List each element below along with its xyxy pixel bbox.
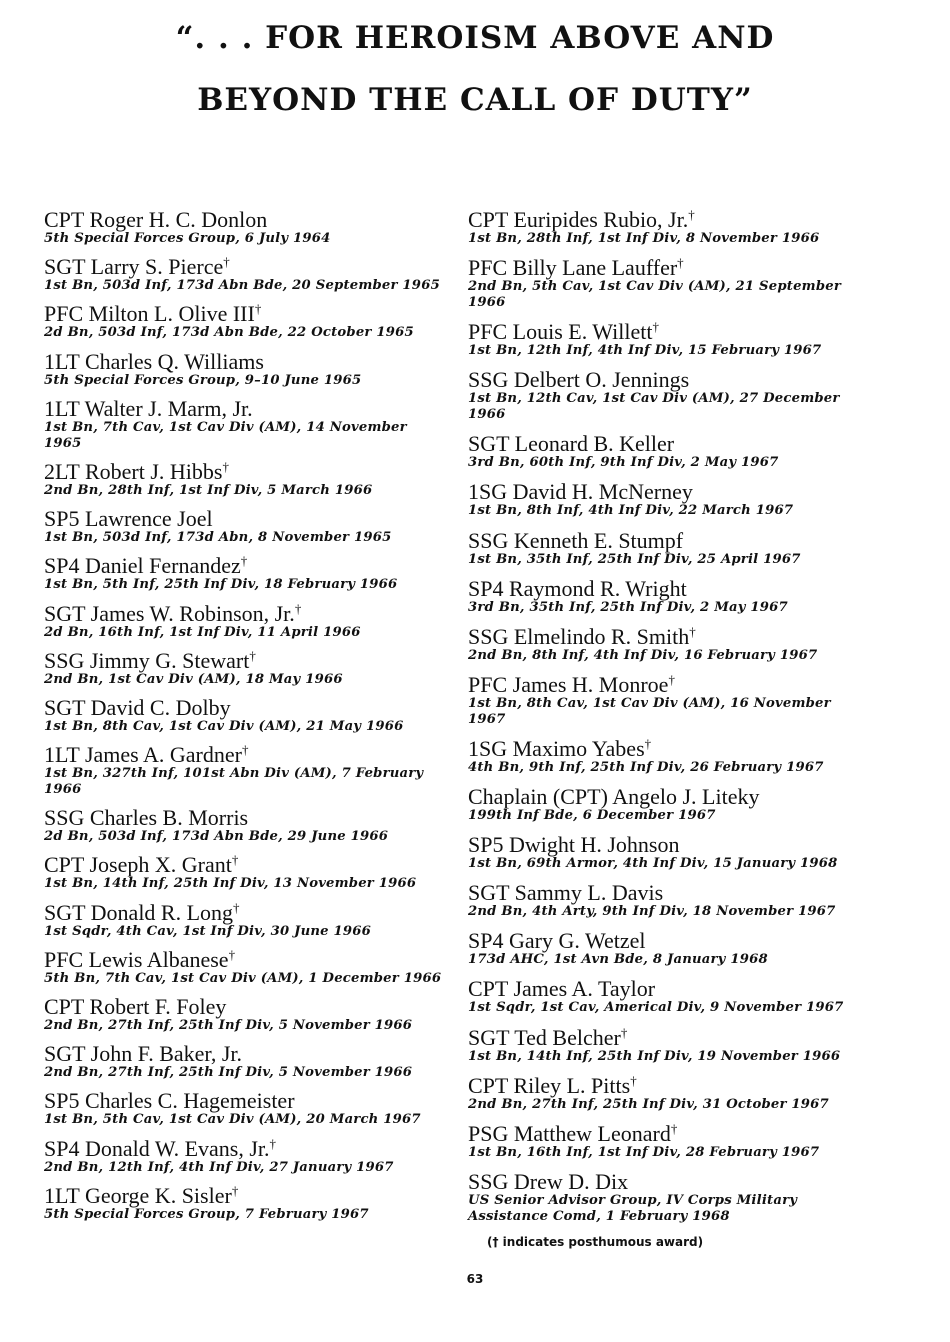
honoree-unit-date: 3rd Bn, 35th Inf, 25th Inf Div, 2 May 1967	[468, 599, 788, 615]
honoree-name: SSG Delbert O. Jennings	[468, 367, 690, 393]
honoree-unit-date: 1st Bn, 503d Inf, 173d Abn, 8 November 1965	[44, 530, 392, 546]
honoree-entry	[468, 1074, 868, 1113]
honoree-unit-date: 199th Inf Bde, 6 December 1967	[468, 808, 716, 824]
honoree-name: 1LT George K. Sisler†	[44, 1182, 239, 1208]
posthumous-dagger: †	[294, 600, 302, 616]
honoree-name: 2LT Robert J. Hibbs†	[44, 458, 229, 484]
honoree-unit-date: 2d Bn, 503d Inf, 173d Abn Bde, 29 June 1966	[44, 829, 389, 845]
honoree-entry	[468, 673, 868, 728]
honoree-name: SSG Charles B. Morris	[44, 805, 249, 831]
posthumous-dagger: †	[620, 1024, 628, 1040]
honoree-unit-date: 1st Bn, 7th Cav, 1st Cav Div (AM), 14 November 1965	[44, 419, 407, 451]
honoree-entry	[44, 696, 444, 735]
posthumous-dagger: †	[222, 458, 229, 474]
honoree-entry	[44, 995, 444, 1034]
honoree-unit-date: 1st Bn, 35th Inf, 25th Inf Div, 25 April 1967	[468, 551, 801, 567]
honoree-name: SGT John F. Baker, Jr.	[44, 1041, 243, 1067]
honoree-entry	[468, 208, 868, 247]
honoree-name: SGT Ted Belcher†	[468, 1024, 628, 1050]
honoree-entry	[468, 785, 868, 824]
honoree-name: SSG Jimmy G. Stewart†	[44, 647, 256, 673]
honoree-name: SGT David C. Dolby	[44, 694, 231, 720]
honoree-entry	[468, 1122, 868, 1161]
honoree-entry	[44, 853, 444, 892]
honoree-name: CPT James A. Taylor	[468, 976, 656, 1002]
honoree-entry	[468, 881, 868, 920]
honoree-entry	[44, 1184, 444, 1223]
honoree-entry	[468, 625, 868, 664]
posthumous-dagger: †	[241, 742, 249, 758]
honoree-entry	[44, 1042, 444, 1081]
honoree-unit-date: 1st Bn, 14th Inf, 25th Inf Div, 19 November 1966	[468, 1048, 841, 1064]
honoree-entry	[44, 255, 444, 294]
honoree-name: PFC James H. Monroe†	[468, 671, 675, 697]
honoree-entry	[44, 350, 444, 389]
honoree-name: 1SG Maximo Yabes†	[468, 735, 652, 761]
posthumous-footnote: († indicates posthumous award)	[487, 1235, 704, 1249]
honoree-name: SP4 Gary G. Wetzel	[468, 928, 646, 954]
honoree-entry	[44, 302, 444, 341]
honoree-entry	[44, 649, 444, 688]
honoree-name: CPT Joseph X. Grant†	[44, 852, 239, 878]
honoree-entry	[44, 743, 444, 798]
honoree-name: SGT James W. Robinson, Jr.†	[44, 600, 302, 626]
posthumous-dagger: †	[688, 207, 695, 222]
honoree-name: 1LT Walter J. Marm, Jr.	[44, 395, 253, 421]
honoree-unit-date: 1st Bn, 12th Cav, 1st Cav Div (AM), 27 December 1966	[468, 391, 840, 423]
honoree-name: CPT Roger H. C. Donlon	[44, 207, 268, 232]
honoree-name: SSG Drew D. Dix	[468, 1168, 629, 1194]
honoree-unit-date: 2nd Bn, 28th Inf, 1st Inf Div, 5 March 1966	[44, 482, 373, 498]
posthumous-dagger: †	[249, 647, 256, 663]
honoree-name: SP5 Dwight H. Johnson	[468, 832, 680, 858]
page-title-line-2: BEYOND THE CALL OF DUTY”	[197, 82, 753, 118]
honoree-unit-date: 1st Bn, 5th Inf, 25th Inf Div, 18 February 1966	[44, 577, 398, 593]
honoree-name: CPT Riley L. Pitts†	[468, 1072, 637, 1098]
honoree-unit-date: 2nd Bn, 5th Cav, 1st Cav Div (AM), 21 September 1966	[468, 279, 841, 311]
posthumous-dagger: †	[254, 301, 262, 317]
honoree-entry	[468, 929, 868, 968]
honoree-unit-date: 2nd Bn, 12th Inf, 4th Inf Div, 27 January 1967	[44, 1159, 394, 1175]
honoree-unit-date: US Senior Advisor Group, IV Corps Military Assistance Comd, 1 February 1968	[468, 1192, 798, 1224]
honoree-name: PSG Matthew Leonard†	[468, 1120, 678, 1146]
honoree-unit-date: 1st Sqdr, 1st Cav, Americal Div, 9 November 1967	[468, 1000, 844, 1016]
honoree-unit-date: 5th Special Forces Group, 9–10 June 1965	[44, 372, 362, 388]
posthumous-dagger: †	[630, 1072, 637, 1088]
honoree-unit-date: 2d Bn, 503d Inf, 173d Abn Bde, 22 October 1965	[44, 325, 414, 341]
honoree-unit-date: 5th Special Forces Group, 7 February 1967	[44, 1206, 369, 1222]
honoree-unit-date: 1st Bn, 327th Inf, 101st Abn Div (AM), 7 February 1966	[44, 766, 424, 798]
honoree-unit-date: 1st Bn, 16th Inf, 1st Inf Div, 28 February 1967	[468, 1144, 820, 1160]
posthumous-dagger: †	[652, 319, 660, 335]
honoree-name: PFC Louis E. Willett†	[468, 319, 660, 345]
honoree-name: PFC Lewis Albanese†	[44, 946, 236, 972]
honoree-entry	[44, 397, 444, 452]
honoree-entry	[468, 833, 868, 872]
page-title-line-1: “. . . FOR HEROISM ABOVE AND	[175, 20, 775, 56]
honoree-entry	[468, 737, 868, 776]
honoree-entry	[468, 256, 868, 311]
honoree-entry	[44, 901, 444, 940]
honoree-name: CPT Robert F. Foley	[44, 994, 227, 1019]
honoree-entry	[44, 806, 444, 845]
posthumous-dagger: †	[689, 623, 696, 639]
honoree-name: SGT Leonard B. Keller	[468, 431, 675, 457]
honoree-unit-date: 5th Special Forces Group, 6 July 1964	[44, 231, 331, 246]
honoree-name: PFC Billy Lane Lauffer†	[468, 255, 684, 281]
honoree-unit-date: 1st Bn, 28th Inf, 1st Inf Div, 8 November 1966	[468, 231, 820, 246]
honoree-entry	[468, 577, 868, 616]
posthumous-dagger: †	[231, 852, 239, 868]
honoree-entry	[44, 948, 444, 987]
honoree-name: SGT Larry S. Pierce†	[44, 254, 230, 280]
honoree-entry	[44, 1137, 444, 1176]
posthumous-dagger: †	[231, 1182, 239, 1198]
honoree-unit-date: 1st Bn, 69th Armor, 4th Inf Div, 15 January 1968	[468, 856, 838, 872]
posthumous-dagger: †	[223, 254, 230, 270]
honoree-entry	[468, 1170, 868, 1225]
posthumous-dagger: †	[668, 671, 675, 687]
honoree-name: 1LT Charles Q. Williams	[44, 348, 264, 374]
honoree-name: SP4 Donald W. Evans, Jr.†	[44, 1135, 277, 1161]
honoree-unit-date: 3rd Bn, 60th Inf, 9th Inf Div, 2 May 1967	[468, 455, 779, 471]
honoree-unit-date: 2nd Bn, 1st Cav Div (AM), 18 May 1966	[44, 671, 343, 687]
honoree-entry	[468, 1026, 868, 1065]
honoree-entry	[468, 320, 868, 359]
honoree-unit-date: 1st Bn, 8th Cav, 1st Cav Div (AM), 16 November 1967	[468, 695, 831, 727]
honoree-entry	[468, 977, 868, 1016]
honoree-unit-date: 2nd Bn, 4th Arty, 9th Inf Div, 18 November 1967	[468, 904, 836, 920]
honoree-unit-date: 1st Bn, 14th Inf, 25th Inf Div, 13 November 1966	[44, 876, 417, 892]
posthumous-dagger: †	[233, 899, 240, 915]
honoree-entry	[44, 1089, 444, 1128]
honoree-unit-date: 2nd Bn, 27th Inf, 25th Inf Div, 5 November 1966	[44, 1018, 413, 1033]
honoree-name: 1LT James A. Gardner†	[44, 742, 249, 768]
honoree-name: 1SG David H. McNerney	[468, 479, 693, 505]
honoree-name: SP5 Charles C. Hagemeister	[44, 1088, 295, 1114]
honoree-unit-date: 1st Bn, 12th Inf, 4th Inf Div, 15 February 1967	[468, 343, 822, 359]
honoree-name: PFC Milton L. Olive III†	[44, 301, 262, 327]
honoree-entry	[44, 602, 444, 641]
honoree-entry	[44, 554, 444, 593]
posthumous-dagger: †	[240, 553, 248, 569]
honoree-name: SGT Sammy L. Davis	[468, 880, 664, 906]
honoree-entry	[44, 507, 444, 546]
honoree-entry	[44, 208, 444, 247]
honoree-name: SSG Kenneth E. Stumpf	[468, 527, 684, 553]
honoree-unit-date: 5th Bn, 7th Cav, 1st Cav Div (AM), 1 December 1966	[44, 970, 442, 986]
honoree-name: SP4 Daniel Fernandez†	[44, 553, 248, 579]
honoree-unit-date: 1st Sqdr, 4th Cav, 1st Inf Div, 30 June 1966	[44, 923, 372, 939]
page-number: 63	[466, 1272, 484, 1286]
honoree-name: CPT Euripides Rubio, Jr.†	[468, 207, 695, 232]
honoree-name: SGT Donald R. Long†	[44, 899, 240, 925]
honoree-name: SP5 Lawrence Joel	[44, 506, 213, 532]
honoree-unit-date: 1st Bn, 5th Cav, 1st Cav Div (AM), 20 March 1967	[44, 1112, 421, 1128]
honoree-unit-date: 1st Bn, 8th Inf, 4th Inf Div, 22 March 1967	[468, 503, 794, 519]
honoree-entry	[468, 432, 868, 471]
honoree-entry	[468, 368, 868, 423]
honoree-name: Chaplain (CPT) Angelo J. Liteky	[468, 784, 760, 810]
honoree-entry	[44, 460, 444, 499]
honoree-unit-date: 2nd Bn, 27th Inf, 25th Inf Div, 5 November 1966	[44, 1065, 413, 1081]
honoree-unit-date: 1st Bn, 503d Inf, 173d Abn Bde, 20 September 1965	[44, 278, 440, 294]
posthumous-dagger: †	[269, 1135, 277, 1151]
left-column-list	[44, 208, 444, 1231]
posthumous-dagger: †	[228, 946, 236, 962]
honoree-entry	[468, 480, 868, 519]
honoree-name: SSG Elmelindo R. Smith†	[468, 623, 696, 649]
honoree-unit-date: 4th Bn, 9th Inf, 25th Inf Div, 26 February 1967	[468, 759, 824, 775]
honoree-unit-date: 2d Bn, 16th Inf, 1st Inf Div, 11 April 1966	[44, 624, 361, 640]
right-column-list	[468, 208, 868, 1234]
posthumous-dagger: †	[670, 1120, 678, 1136]
honoree-unit-date: 173d AHC, 1st Avn Bde, 8 January 1968	[468, 952, 768, 968]
honoree-name: SP4 Raymond R. Wright	[468, 575, 687, 601]
honoree-unit-date: 2nd Bn, 8th Inf, 4th Inf Div, 16 February 1967	[468, 647, 818, 663]
posthumous-dagger: †	[677, 255, 684, 271]
posthumous-dagger: †	[644, 735, 652, 751]
honoree-entry	[468, 529, 868, 568]
honoree-unit-date: 2nd Bn, 27th Inf, 25th Inf Div, 31 October 1967	[468, 1096, 829, 1112]
honoree-unit-date: 1st Bn, 8th Cav, 1st Cav Div (AM), 21 May 1966	[44, 718, 404, 734]
